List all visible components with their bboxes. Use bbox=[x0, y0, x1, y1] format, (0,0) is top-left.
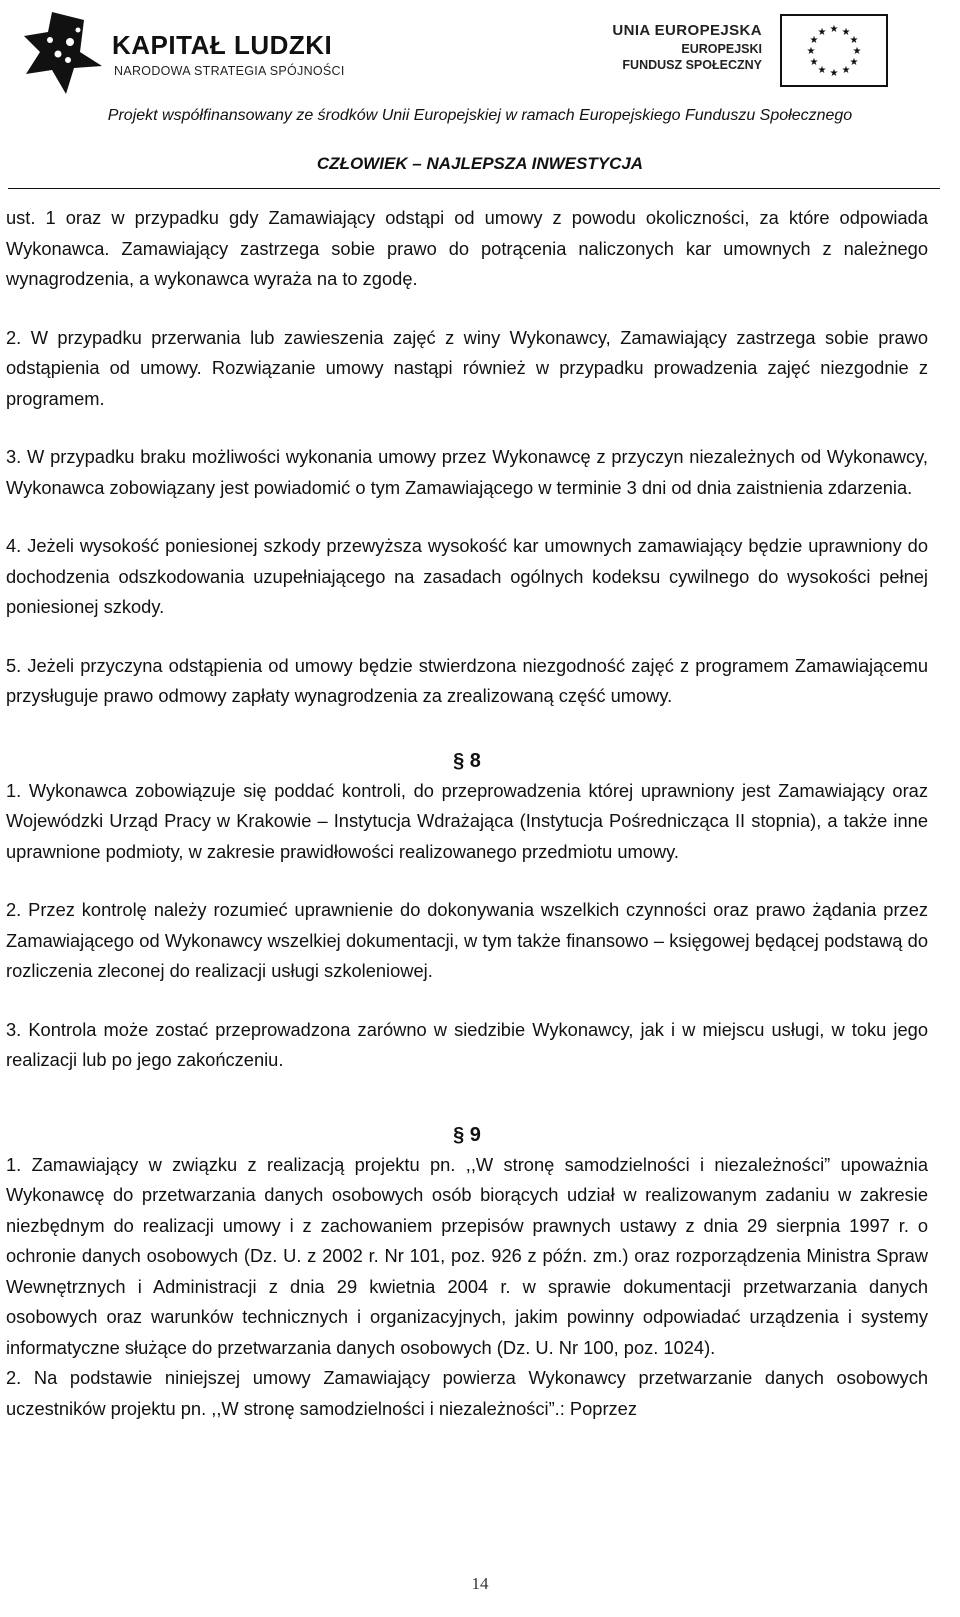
svg-text:★: ★ bbox=[809, 35, 819, 46]
kapital-ludzki-subtitle: NARODOWA STRATEGIA SPÓJNOŚCI bbox=[114, 64, 345, 78]
svg-text:★: ★ bbox=[849, 57, 859, 68]
page-number: 14 bbox=[471, 1574, 489, 1593]
cofinance-note: Projekt współfinansowany ze środków Unii Europejskiej w ramach Europejskiego Funduszu Społecznego bbox=[107, 107, 853, 124]
paragraph: 3. W przypadku braku możliwości wykonania umowy przez Wykonawcę z przyczyn niezależnych od Wykonawcy, Wykonawca zobowiązany jest powiadomić o tym Zamawiającego w terminie 3 dni od dnia zaistnienia zdarzenia. bbox=[6, 446, 928, 498]
svg-text:★: ★ bbox=[817, 27, 827, 38]
paragraph: 2. Przez kontrolę należy rozumieć uprawnienie do dokonywania wszelkich czynności oraz prawo żądania przez Zamawiającego od Wykonawcy wszelkiej dokumentacji, w tym także finansowo – księgowej będącej podstawą do rozliczenia zleconej do realizacji usługi szkoleniowej. bbox=[6, 899, 928, 981]
eu-title: UNIA EUROPEJSKA bbox=[612, 22, 762, 39]
paragraph: 3. Kontrola może zostać przeprowadzona zarówno w siedzibie Wykonawcy, jak i w miejscu usługi, w toku jego realizacji lub po jego zakończeniu. bbox=[6, 1018, 928, 1070]
svg-text:★: ★ bbox=[817, 65, 827, 76]
svg-text:★: ★ bbox=[841, 65, 851, 76]
kapital-ludzki-logo-icon bbox=[22, 8, 112, 96]
eu-flag-icon bbox=[780, 14, 888, 87]
svg-text:★: ★ bbox=[852, 46, 862, 57]
paragraph: 5. Jeżeli przyczyna odstąpienia od umowy będzie stwierdzona niezgodność zajęć z programem Zamawiającemu przysługuje prawo odmowy zapłaty wynagrodzenia za zrealizowaną część umowy. bbox=[6, 654, 928, 706]
eu-subtitle-2: FUNDUSZ SPOŁECZNY bbox=[622, 58, 762, 72]
svg-text:★: ★ bbox=[829, 24, 839, 35]
section-heading: § 9 bbox=[453, 1123, 481, 1146]
paragraph: 2. W przypadku przerwania lub zawieszenia zajęć z winy Wykonawcy, Zamawiający zastrzega sobie prawo odstąpienia od umowy. Rozwiązanie umowy nastąpi również w przypadku prowadzenia zajęć niezgodnie z programem. bbox=[6, 326, 928, 409]
paragraph: 1. Wykonawca zobowiązuje się poddać kontroli, do przeprowadzenia której uprawniony jest Zamawiający oraz Wojewódzki Urząd Pracy w Krakowie – Instytucja Wdrażająca (Instytucja Pośrednicząca II stopnia), a także inne uprawnione podmioty, w zakresie prawidłowości realizowanego przedmiotu umowy. bbox=[6, 779, 928, 862]
paragraph: 1. Zamawiający w związku z realizacją projektu pn. ,,W stronę samodzielności i niezależności” upoważnia Wykonawcę do przetwarzania danych osobowych osób biorących udział w realizowanym zadaniu w zakresie niezbędnym do realizacji umowy i z zachowaniem przepisów prawnych ustawy z dnia 29 sierpnia 1997 r. o ochronie danych osobowych (Dz. U. z 2002 r. Nr 101, poz. 926 z późn. zm.) oraz rozporządzenia Ministra Spraw Wewnętrznych i Administracji z dnia 29 kwietnia 2004 r. w sprawie dokumentacji przetwarzania danych osobowych oraz warunków technicznych i organizacyjnych, jakim powinny odpowiadać urządzenia i systemy informatyczne służące do przetwarzania danych osobowych (Dz. U. Nr 100, poz. 1024). bbox=[6, 1153, 928, 1358]
svg-text:★: ★ bbox=[809, 57, 819, 68]
document-body bbox=[6, 203, 928, 1424]
kapital-ludzki-title: KAPITAŁ LUDZKI bbox=[112, 30, 333, 60]
paragraph: 4. Jeżeli wysokość poniesionej szkody przewyższa wysokość kar umownych zamawiający będzie uprawniony do dochodzenia odszkodowania uzupełniającego na zasadach ogólnych kodeksu cywilnego do wysokości pełnej poniesionej szkody. bbox=[6, 535, 928, 617]
svg-text:★: ★ bbox=[841, 27, 851, 38]
section-heading: § 8 bbox=[453, 749, 481, 772]
svg-text:★: ★ bbox=[806, 46, 816, 57]
eu-fund-text bbox=[612, 22, 762, 72]
paragraph: ust. 1 oraz w przypadku gdy Zamawiający odstąpi od umowy z powodu okoliczności, za które odpowiada Wykonawca. Zamawiający zastrzega sobie prawo do potrącenia naliczonych kar umownych z należnego wynagrodzenia, a wykonawca wyraża na to zgodę. bbox=[6, 207, 928, 289]
motto: CZŁOWIEK – NAJLEPSZA INWESTYCJA bbox=[316, 154, 644, 173]
svg-text:★: ★ bbox=[849, 35, 859, 46]
svg-text:★: ★ bbox=[829, 68, 839, 79]
paragraph: 2. Na podstawie niniejszej umowy Zamawiający powierza Wykonawcy przetwarzanie danych osobowych uczestników projektu pn. ,,W stronę samodzielności i niezależności”.: Poprzez bbox=[6, 1367, 928, 1419]
page-header bbox=[0, 0, 960, 200]
header-divider bbox=[8, 188, 940, 189]
eu-subtitle-1: EUROPEJSKI bbox=[681, 42, 762, 56]
